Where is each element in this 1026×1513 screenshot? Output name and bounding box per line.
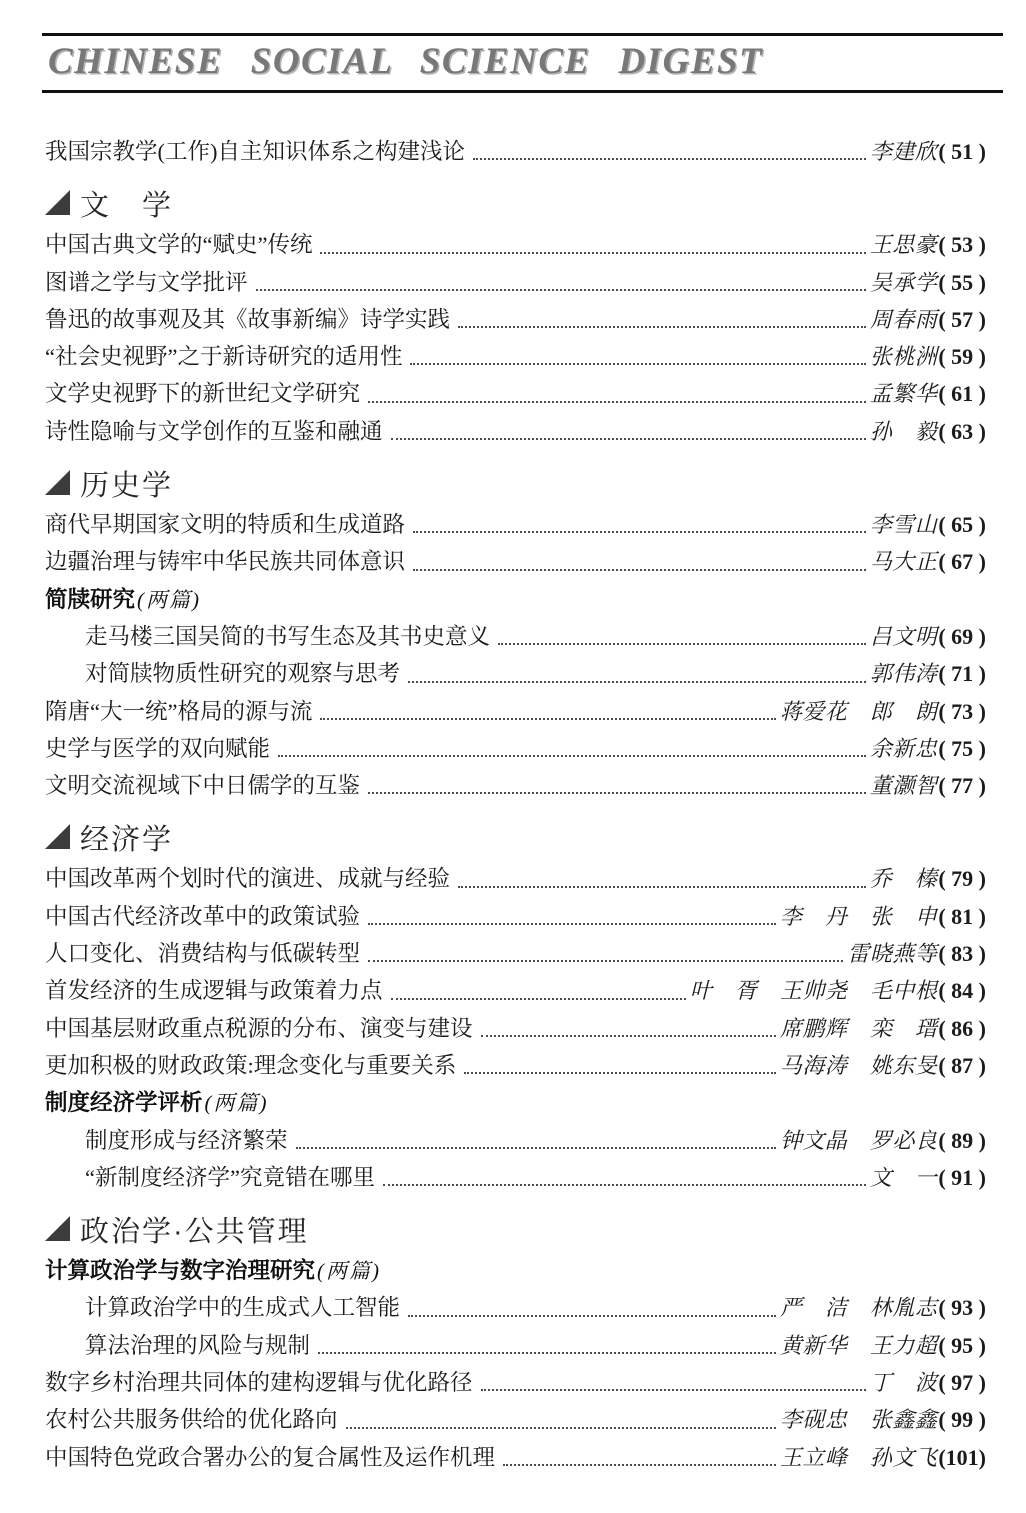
- toc-entry: [45, 1439, 986, 1476]
- entry-title: 隋唐“大一统”格局的源与流: [45, 698, 313, 724]
- entry-title: 算法治理的风险与规制: [85, 1332, 311, 1358]
- entry-title: 计算政治学中的生成式人工智能: [85, 1295, 401, 1321]
- toc-entry: [45, 226, 986, 263]
- entry-authors: 席鹏辉 栾 瑨: [779, 1015, 938, 1041]
- dot-leader: [481, 1035, 776, 1037]
- toc-entry: [45, 730, 986, 767]
- entry-page-number: ( 69 ): [938, 623, 986, 649]
- toc-entry: [45, 1010, 986, 1047]
- entry-page-number: ( 83 ): [938, 941, 986, 967]
- entry-page-number: ( 87 ): [938, 1052, 986, 1078]
- entry-page-number: ( 61 ): [938, 381, 986, 407]
- entry-authors: 孟繁华: [869, 381, 938, 407]
- dot-leader: [278, 755, 866, 757]
- dot-leader: [346, 1427, 776, 1429]
- entry-title: 商代早期国家文明的特质和生成道路: [45, 512, 406, 538]
- entry-authors: 黄新华 王力超: [779, 1332, 938, 1358]
- entry-authors: 文 一: [869, 1164, 938, 1190]
- entry-authors: 蒋爱花 郎 朗: [779, 698, 938, 724]
- entry-authors: 李 丹 张 申: [779, 903, 938, 929]
- entry-page-number: ( 95 ): [938, 1332, 986, 1358]
- toc-entry: [45, 264, 986, 301]
- section-label: 经济学: [80, 823, 174, 856]
- entry-page-number: ( 91 ): [938, 1164, 986, 1190]
- entry-title: 首发经济的生成逻辑与政策着力点: [45, 978, 383, 1004]
- toc-entry: [45, 898, 986, 935]
- entry-title: 中国特色党政合署办公的复合属性及运作机理: [45, 1444, 496, 1470]
- entry-page-number: ( 89 ): [938, 1127, 986, 1153]
- dot-leader: [481, 1389, 866, 1391]
- section-header: [45, 180, 986, 226]
- dot-leader: [383, 1184, 866, 1186]
- toc-entry: [45, 1327, 986, 1364]
- entry-authors: 董灏智: [869, 773, 938, 799]
- entry-page-number: ( 97 ): [938, 1370, 986, 1396]
- section-label: 文 学: [80, 189, 174, 222]
- subsection-suffix: (两篇): [137, 587, 202, 612]
- section-triangle-icon: [45, 190, 70, 215]
- entry-title: 中国改革两个划时代的演进、成就与经验: [45, 866, 451, 892]
- entry-authors: 李砚忠 张鑫鑫: [779, 1407, 938, 1433]
- masthead: [42, 33, 1003, 93]
- entry-page-number: ( 99 ): [938, 1407, 986, 1433]
- entry-page-number: ( 63 ): [938, 418, 986, 444]
- toc-entry: [45, 767, 986, 804]
- dot-leader: [408, 681, 866, 683]
- toc-entry: [45, 1122, 986, 1159]
- entry-title: 制度形成与经济繁荣: [85, 1127, 288, 1153]
- section-label: 历史学: [80, 469, 174, 502]
- entry-authors: 严 洁 林胤志: [779, 1295, 938, 1321]
- entry-title: 我国宗教学(工作)自主知识体系之构建浅论: [45, 139, 465, 164]
- dot-leader: [413, 569, 866, 571]
- entry-authors: 雷晓燕等: [847, 941, 938, 967]
- entry-authors: 余新忠: [869, 735, 938, 761]
- toc-entry: [45, 133, 986, 170]
- entry-page-number: ( 51 ): [938, 139, 986, 164]
- dot-leader: [458, 886, 866, 888]
- entry-authors: 钟文晶 罗必良: [779, 1127, 938, 1153]
- entry-authors: 马大正: [869, 549, 938, 575]
- entry-title: 图谱之学与文学批评: [45, 269, 248, 295]
- entry-title: 人口变化、消费结构与低碳转型: [45, 941, 361, 967]
- entry-title: 对简牍物质性研究的观察与思考: [85, 661, 401, 687]
- toc-entry: [45, 506, 986, 543]
- dot-leader: [320, 718, 775, 720]
- entry-authors: 孙 毅: [869, 418, 938, 444]
- toc-entry: [45, 1401, 986, 1438]
- entry-authors: 吴承学: [869, 269, 938, 295]
- entry-page-number: ( 53 ): [938, 232, 986, 258]
- toc-entry: [45, 301, 986, 338]
- entry-title: 中国古代经济改革中的政策试验: [45, 903, 361, 929]
- subsection-label: 制度经济学评析: [45, 1090, 203, 1116]
- dot-leader: [391, 438, 866, 440]
- entry-authors: 周春雨: [869, 306, 938, 332]
- section-triangle-icon: [45, 824, 70, 849]
- dot-leader: [503, 1464, 776, 1466]
- entry-title: 边疆治理与铸牢中华民族共同体意识: [45, 549, 406, 575]
- entry-authors: 李建欣: [869, 139, 938, 164]
- entry-authors: 王思豪: [869, 232, 938, 258]
- toc-entry: [45, 935, 986, 972]
- entry-authors: 乔 榛: [869, 866, 938, 892]
- toc-entry: [45, 860, 986, 897]
- entry-page-number: ( 81 ): [938, 903, 986, 929]
- dot-leader: [368, 960, 843, 962]
- subsection-label: 简牍研究: [45, 586, 136, 612]
- entry-authors: 王立峰 孙文飞: [779, 1444, 938, 1470]
- section-triangle-icon: [45, 1216, 70, 1241]
- dot-leader: [413, 531, 866, 533]
- entry-page-number: ( 79 ): [938, 866, 986, 892]
- entry-title: 文学史视野下的新世纪文学研究: [45, 381, 361, 407]
- dot-leader: [318, 1352, 776, 1354]
- subsection-header: [45, 1084, 986, 1121]
- dot-leader: [368, 401, 866, 403]
- entry-title: 中国古典文学的“赋史”传统: [45, 232, 313, 258]
- subsection-suffix: (两篇): [204, 1091, 269, 1116]
- entry-authors: 马海涛 姚东旻: [779, 1052, 938, 1078]
- entry-title: 诗性隐喻与文学创作的互鉴和融通: [45, 418, 383, 444]
- dot-leader: [391, 998, 686, 1000]
- toc-entry: [45, 618, 986, 655]
- dot-leader: [296, 1147, 776, 1149]
- dot-leader: [458, 326, 866, 328]
- subsection-label: 计算政治学与数字治理研究: [45, 1258, 316, 1284]
- toc-entry: [45, 693, 986, 730]
- dot-leader: [368, 792, 866, 794]
- entry-page-number: ( 65 ): [938, 512, 986, 538]
- entry-page-number: ( 71 ): [938, 661, 986, 687]
- masthead-title: CHINESE SOCIAL SCIENCE DIGEST: [48, 41, 764, 82]
- toc-entry: [45, 413, 986, 450]
- entry-page-number: ( 84 ): [938, 978, 986, 1004]
- entry-title: 数字乡村治理共同体的建构逻辑与优化路径: [45, 1370, 473, 1396]
- toc-entry: [45, 543, 986, 580]
- entry-authors: 郭伟涛: [869, 661, 938, 687]
- toc-entry: [45, 1047, 986, 1084]
- section-header: [45, 814, 986, 860]
- dot-leader: [464, 1072, 776, 1074]
- toc-entry: [45, 1289, 986, 1326]
- entry-authors: 叶 胥 王帅尧 毛中根: [689, 978, 938, 1004]
- dot-leader: [498, 643, 866, 645]
- entry-page-number: ( 67 ): [938, 549, 986, 575]
- section-header: [45, 460, 986, 506]
- section-label: 政治学·公共管理: [80, 1215, 309, 1248]
- toc-entry: [45, 375, 986, 412]
- toc-entry: [45, 972, 986, 1009]
- dot-leader: [410, 363, 865, 365]
- entry-title: “社会史视野”之于新诗研究的适用性: [45, 344, 403, 370]
- entry-authors: 张桃洲: [869, 344, 938, 370]
- entry-authors: 吕文明: [869, 623, 938, 649]
- entry-page-number: ( 73 ): [938, 698, 986, 724]
- entry-title: 鲁迅的故事观及其《故事新编》诗学实践: [45, 306, 451, 332]
- section-triangle-icon: [45, 470, 70, 495]
- subsection-header: [45, 1252, 986, 1289]
- entry-title: 农村公共服务供给的优化路向: [45, 1407, 338, 1433]
- toc-entry: [45, 338, 986, 375]
- entry-title: 中国基层财政重点税源的分布、演变与建设: [45, 1015, 473, 1041]
- dot-leader: [408, 1315, 776, 1317]
- toc-entry: [45, 1159, 986, 1196]
- section-header: [45, 1206, 986, 1252]
- entry-page-number: ( 77 ): [938, 773, 986, 799]
- subsection-header: [45, 581, 986, 618]
- entry-page-number: ( 93 ): [938, 1295, 986, 1321]
- toc-entry: [45, 1364, 986, 1401]
- entry-page-number: ( 55 ): [938, 269, 986, 295]
- entry-page-number: ( 57 ): [938, 306, 986, 332]
- entry-page-number: ( 86 ): [938, 1015, 986, 1041]
- entry-page-number: ( 59 ): [938, 344, 986, 370]
- entry-title: 更加积极的财政政策:理念变化与重要关系: [45, 1052, 457, 1078]
- subsection-suffix: (两篇): [317, 1259, 382, 1284]
- toc-entry: [45, 655, 986, 692]
- dot-leader: [320, 252, 865, 254]
- entry-title: “新制度经济学”究竟错在哪里: [85, 1164, 375, 1190]
- entry-page-number: ( 75 ): [938, 735, 986, 761]
- entry-page-number: (101): [938, 1444, 986, 1470]
- entry-authors: 李雪山: [869, 512, 938, 538]
- entry-title: 文明交流视域下中日儒学的互鉴: [45, 773, 361, 799]
- dot-leader: [256, 289, 866, 291]
- dot-leader: [368, 923, 776, 925]
- entry-authors: 丁 波: [869, 1370, 938, 1396]
- entry-title: 史学与医学的双向赋能: [45, 735, 271, 761]
- table-of-contents: [45, 93, 986, 1476]
- entry-title: 走马楼三国吴简的书写生态及其书史意义: [85, 623, 491, 649]
- dot-leader: [473, 158, 866, 160]
